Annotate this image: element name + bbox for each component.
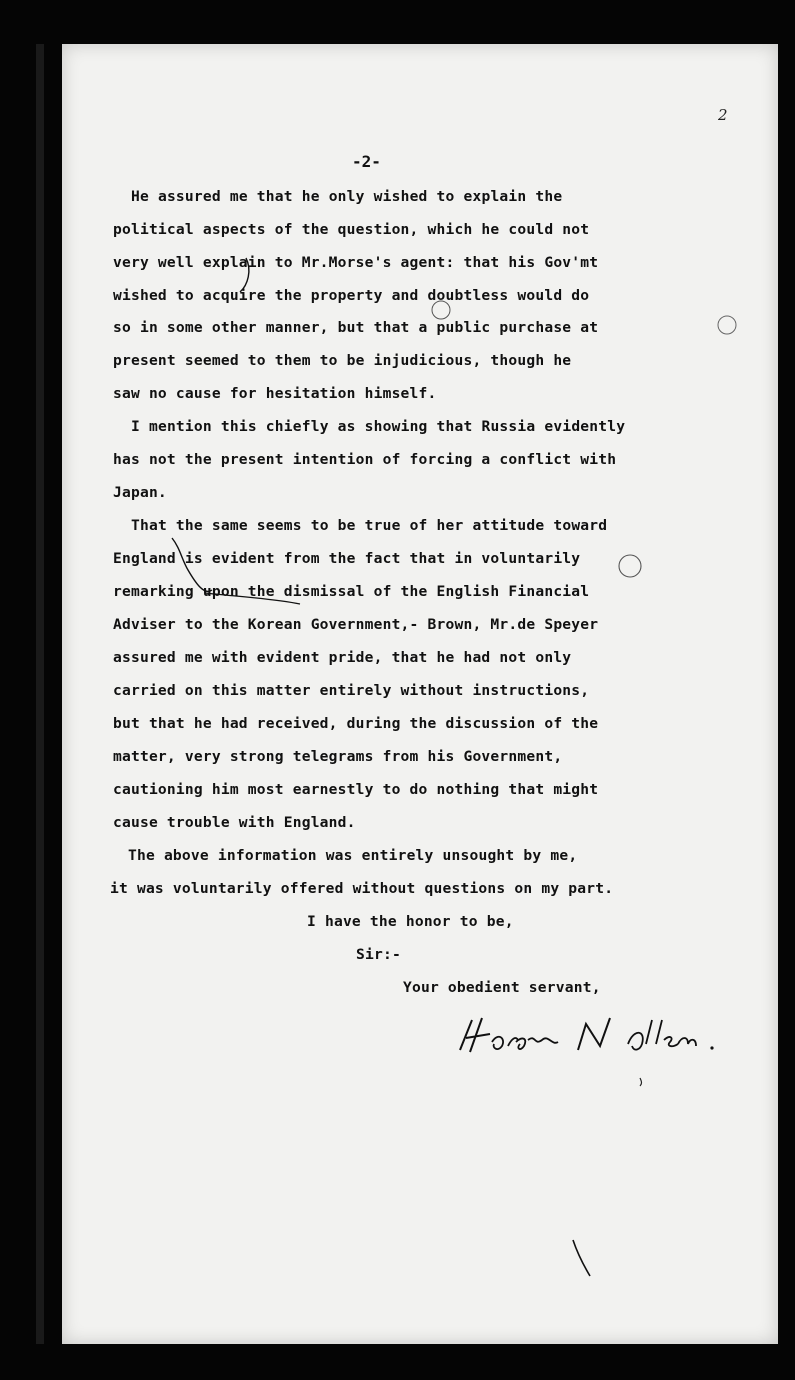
body-line: The above information was entirely unsought by me, bbox=[128, 847, 578, 864]
body-line: England is evident from the fact that in voluntarily bbox=[113, 550, 581, 567]
body-line: so in some other manner, but that a public purchase at bbox=[113, 319, 599, 336]
body-line: Japan. bbox=[113, 484, 167, 501]
body-line: I mention this chiefly as showing that Russia evidently bbox=[131, 418, 626, 435]
body-line: present seemed to them to be injudicious, though he bbox=[113, 352, 572, 369]
body-line: has not the present intention of forcing a conflict with bbox=[113, 451, 617, 468]
body-line: cautioning him most earnestly to do nothing that might bbox=[113, 781, 599, 798]
body-line: cause trouble with England. bbox=[113, 814, 356, 831]
handwritten-signature bbox=[450, 1010, 750, 1070]
body-line: very well explain to Mr.Morse's agent: that his Gov'mt bbox=[113, 254, 599, 271]
body-line: but that he had received, during the discussion of the bbox=[113, 715, 599, 732]
body-line: saw no cause for hesitation himself. bbox=[113, 385, 437, 402]
body-line: carried on this matter entirely without instructions, bbox=[113, 682, 590, 699]
body-line: Adviser to the Korean Government,- Brown, Mr.de Speyer bbox=[113, 616, 599, 633]
corner-page-mark: 2 bbox=[718, 106, 728, 124]
body-line: assured me with evident pride, that he had not only bbox=[113, 649, 572, 666]
body-line: remarking upon the dismissal of the English Financial bbox=[113, 583, 590, 600]
body-line: He assured me that he only wished to explain the bbox=[131, 188, 563, 205]
body-line: wished to acquire the property and doubtless would do bbox=[113, 287, 590, 304]
body-line: political aspects of the question, which he could not bbox=[113, 221, 590, 238]
page-number: -2- bbox=[352, 152, 381, 171]
body-line: That the same seems to be true of her attitude toward bbox=[131, 517, 608, 534]
closing-servant: Your obedient servant, bbox=[403, 979, 601, 996]
body-line: matter, very strong telegrams from his Government, bbox=[113, 748, 563, 765]
closing-honor: I have the honor to be, bbox=[307, 913, 514, 930]
body-line: it was voluntarily offered without questions on my part. bbox=[110, 880, 614, 897]
closing-salutation: Sir:- bbox=[356, 946, 401, 963]
